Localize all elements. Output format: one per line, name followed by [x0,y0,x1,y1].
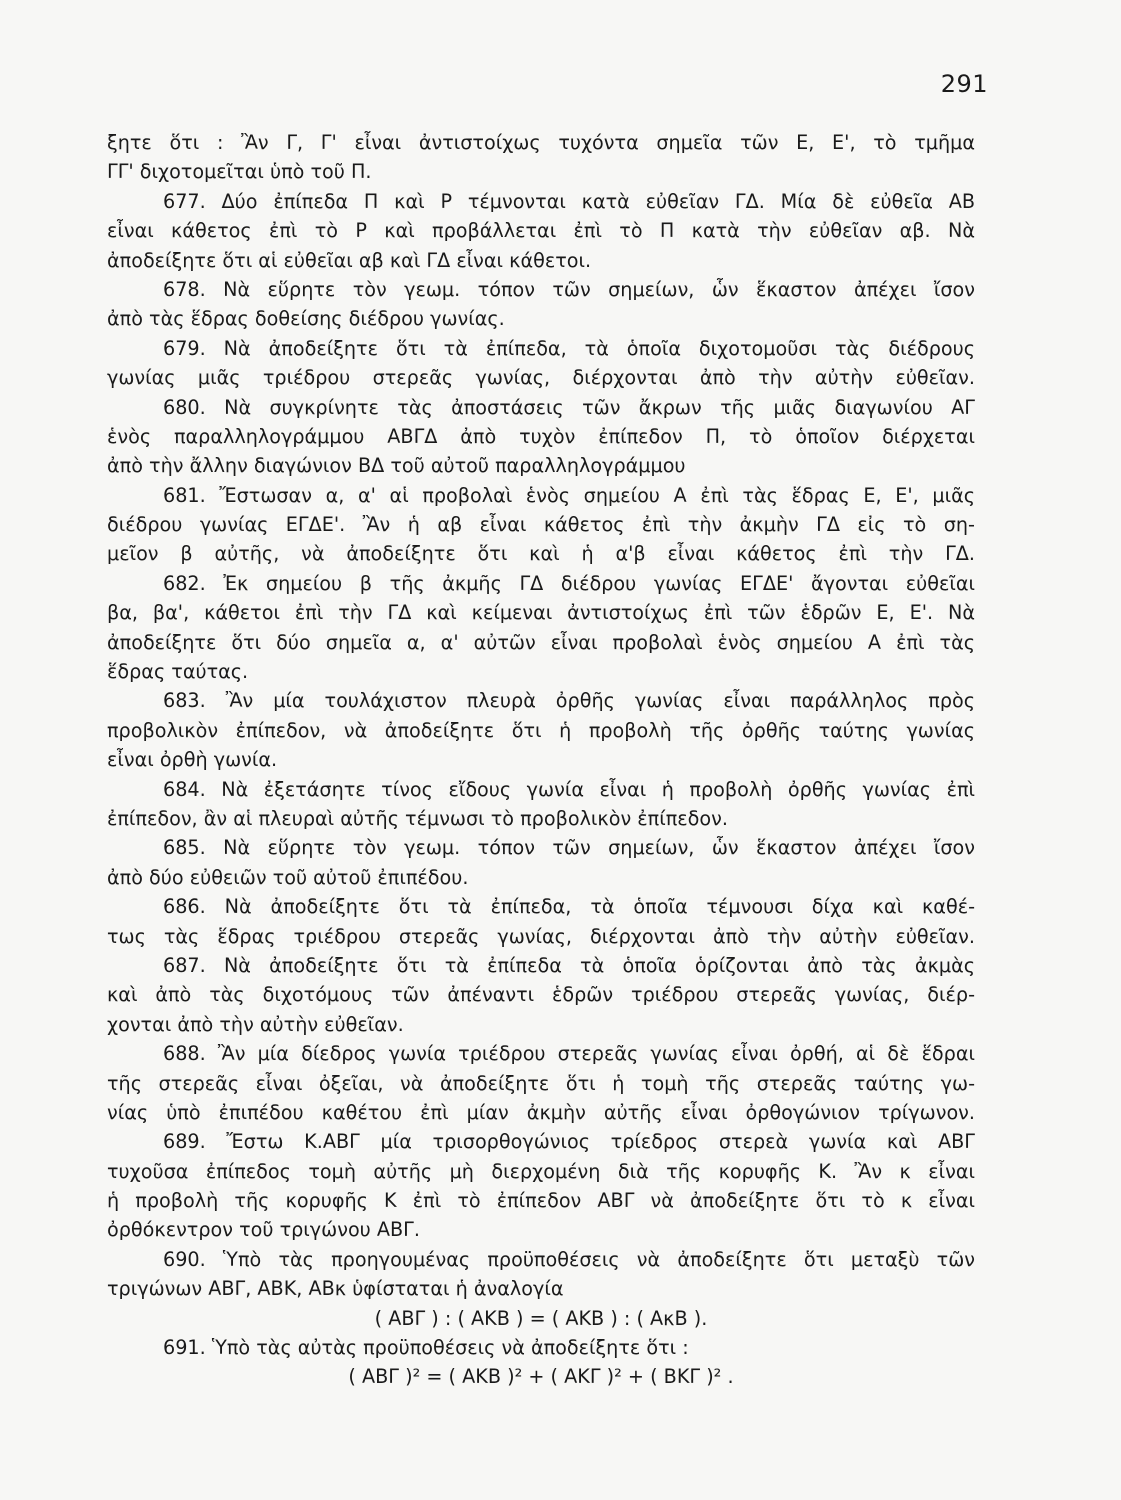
text-line: μεῖον β αὐτῆς, νὰ ἀποδείξητε ὅτι καὶ ἡ α'β εἶναι κάθετος ἐπὶ τὴν ΓΔ. [107,542,975,566]
text-line: ( ΑΒΓ ) : ( ΑΚΒ ) = ( ΑΚΒ ) : ( ΑκΒ ). [374,1306,708,1330]
text-line: προβολικὸν ἐπίπεδον, νὰ ἀποδείξητε ὅτι ἡ προβολὴ τῆς ὀρθῆς ταύτης γωνίας [107,718,975,742]
text-line: ξητε ὅτι : Ἂν Γ, Γ' εἶναι ἀντιστοίχως τυχόντα σημεῖα τῶν Ε, Ε', τὸ τμῆμα [107,131,975,154]
text-line: 689. Ἔστω Κ.ΑΒΓ μία τρισορθογώνιος τρίεδρος στερεὰ γωνία καὶ ΑΒΓ [163,1130,975,1154]
text-line: 677. Δύο ἐπίπεδα Π καὶ Ρ τέμνονται κατὰ εὐθεῖαν ΓΔ. Μία δὲ εὐθεῖα ΑΒ [163,189,975,213]
text-line: 690. Ὑπὸ τὰς προηγουμένας προϋποθέσεις νὰ ἀποδείξητε ὅτι μεταξὺ τῶν [163,1247,975,1271]
body-text [107,128,975,1392]
text-line: ἕδρας ταύτας. [107,660,249,684]
text-line: ἀποδείξητε ὅτι δύο σημεῖα α, α' αὐτῶν εἶναι προβολαὶ ἑνὸς σημείου Α ἐπὶ τὰς [107,630,975,654]
page-number: 291 [940,70,988,98]
text-line: 686. Νὰ ἀποδείξητε ὅτι τὰ ἐπίπεδα, τὰ ὁποῖα τέμνουσι δίχα καὶ καθέ- [163,895,975,919]
text-line: τριγώνων ΑΒΓ, ΑΒΚ, ΑΒκ ὑφίσταται ἡ ἀναλογία [107,1277,564,1301]
text-line: ὀρθόκεντρον τοῦ τριγώνου ΑΒΓ. [107,1218,420,1242]
text-line: γωνίας μιᾶς τριέδρου στερεᾶς γωνίας, διέρχονται ἀπὸ τὴν αὐτὴν εὐθεῖαν. [107,366,975,390]
text-line: τως τὰς ἕδρας τριέδρου στερεᾶς γωνίας, διέρχονται ἀπὸ τὴν αὐτὴν εὐθεῖαν. [107,924,975,948]
text-line: ἀπὸ δύο εὐθειῶν τοῦ αὐτοῦ ἐπιπέδου. [107,865,469,889]
text-line: 679. Νὰ ἀποδείξητε ὅτι τὰ ἐπίπεδα, τὰ ὁποῖα διχοτομοῦσι τὰς διέδρους [163,336,975,360]
text-line: διέδρου γωνίας ΕΓΔΕ'. Ἂν ἡ αβ εἶναι κάθετος ἐπὶ τὴν ἀκμὴν ΓΔ εἰς τὸ ση- [107,513,975,537]
text-line: 680. Νὰ συγκρίνητε τὰς ἀποστάσεις τῶν ἄκρων τῆς μιᾶς διαγωνίου ΑΓ [163,395,975,419]
text-line: ἀπὸ τὰς ἕδρας δοθείσης διέδρου γωνίας. [107,307,505,331]
text-line: 683. Ἂν μία τουλάχιστον πλευρὰ ὀρθῆς γωνίας εἶναι παράλληλος πρὸς [163,689,975,713]
text-line: 687. Νὰ ἀποδείξητε ὅτι τὰ ἐπίπεδα τὰ ὁποῖα ὁρίζονται ἀπὸ τὰς ἀκμὰς [163,953,975,977]
text-line: ( ΑΒΓ )² = ( ΑΚΒ )² + ( ΑΚΓ )² + ( ΒΚΓ )² . [348,1365,734,1389]
text-line: βα, βα', κάθετοι ἐπὶ τὴν ΓΔ καὶ κείμεναι ἀντιστοίχως ἐπὶ τῶν ἑδρῶν Ε, Ε'. Νὰ [107,601,975,625]
text-line: εἶναι κάθετος ἐπὶ τὸ Ρ καὶ προβάλλεται ἐπὶ τὸ Π κατὰ τὴν εὐθεῖαν αβ. Νὰ [107,219,975,243]
text-line: χονται ἀπὸ τὴν αὐτὴν εὐθεῖαν. [107,1012,404,1036]
text-line: 684. Νὰ ἐξετάσητε τίνος εἴδους γωνία εἶναι ἡ προβολὴ ὀρθῆς γωνίας ἐπὶ [163,777,975,801]
text-line: 682. Ἐκ σημείου β τῆς ἀκμῆς ΓΔ διέδρου γωνίας ΕΓΔΕ' ἄγονται εὐθεῖαι [163,571,975,595]
text-line: 678. Νὰ εὕρητε τὸν γεωμ. τόπον τῶν σημείων, ὧν ἕκαστον ἀπέχει ἴσον [163,277,975,301]
text-line: ἀπὸ τὴν ἄλλην διαγώνιον ΒΔ τοῦ αὐτοῦ παραλληλογράμμου [107,454,686,478]
text-line: καὶ ἀπὸ τὰς διχοτόμους τῶν ἀπέναντι ἑδρῶν τριέδρου στερεᾶς γωνίας, διέρ- [107,983,975,1007]
text-line: τυχοῦσα ἐπίπεδος τομὴ αὐτῆς μὴ διερχομένη διὰ τῆς κορυφῆς Κ. Ἂν κ εἶναι [107,1159,975,1183]
text-line: ΓΓ' διχοτομεῖται ὑπὸ τοῦ Π. [107,160,372,184]
text-line: 685. Νὰ εὕρητε τὸν γεωμ. τόπον τῶν σημείων, ὧν ἕκαστον ἀπέχει ἴσον [163,836,975,860]
text-line: ἀποδείξητε ὅτι αἱ εὐθεῖαι αβ καὶ ΓΔ εἶναι κάθετοι. [107,248,592,272]
text-line: τῆς στερεᾶς εἶναι ὀξεῖαι, νὰ ἀποδείξητε ὅτι ἡ τομὴ τῆς στερεᾶς ταύτης γω- [107,1071,975,1095]
text-line: ἡ προβολὴ τῆς κορυφῆς Κ ἐπὶ τὸ ἐπίπεδον ΑΒΓ νὰ ἀποδείξητε ὅτι τὸ κ εἶναι [107,1189,975,1213]
text-line: νίας ὑπὸ ἐπιπέδου καθέτου ἐπὶ μίαν ἀκμὴν αὐτῆς εἶναι ὀρθογώνιον τρίγωνον. [107,1100,975,1124]
text-line: εἶναι ὀρθὴ γωνία. [107,748,278,772]
text-line: ἑνὸς παραλληλογράμμου ΑΒΓΔ ἀπὸ τυχὸν ἐπίπεδον Π, τὸ ὁποῖον διέρχεται [107,424,975,448]
text-line: ἐπίπεδον, ἂν αἱ πλευραὶ αὐτῆς τέμνωσι τὸ προβολικὸν ἐπίπεδον. [107,806,728,830]
text-line: 681. Ἔστωσαν α, α' αἱ προβολαὶ ἑνὸς σημείου Α ἐπὶ τὰς ἕδρας Ε, Ε', μιᾶς [163,483,975,507]
text-line: 688. Ἂν μία δίεδρος γωνία τριέδρου στερεᾶς γωνίας εἶναι ὀρθή, αἱ δὲ ἕδραι [163,1042,975,1066]
text-line: 691. Ὑπὸ τὰς αὐτὰς προϋποθέσεις νὰ ἀποδείξητε ὅτι : [163,1336,689,1360]
